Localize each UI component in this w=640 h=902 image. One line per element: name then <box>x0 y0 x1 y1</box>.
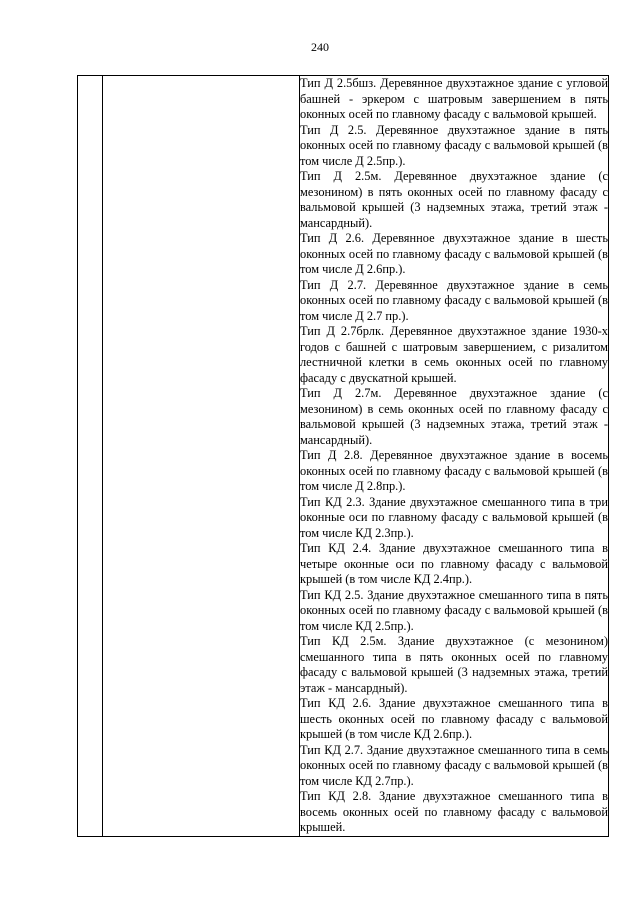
type-entry-d-2-6: Тип Д 2.6. Деревянное двухэтажное здание в шесть оконных осей по главному фасаду с вальмовой крышей (в том числе Д 2.6пр.). <box>300 231 608 276</box>
table-row <box>78 76 609 837</box>
type-entry-d-2-7m: Тип Д 2.7м. Деревянное двухэтажное здание (с мезонином) в семь оконных осей по главному фасаду с вальмовой крышей (3 надземных этажа, третий этаж - мансардный). <box>300 386 608 447</box>
table-cell-description <box>300 76 609 837</box>
document-table <box>77 75 609 837</box>
page-number: 240 <box>311 40 329 54</box>
type-entry-kd-2-8: Тип КД 2.8. Здание двухэтажное смешанного типа в восемь оконных осей по главному фасаду с вальмовой крышей. <box>300 789 608 834</box>
type-entry-kd-2-5m: Тип КД 2.5м. Здание двухэтажное (с мезонином) смешанного типа в пять оконных осей по главному фасаду с вальмовой крышей (3 надземных этажа, третий этаж - мансардный). <box>300 634 608 695</box>
type-entry-kd-2-7: Тип КД 2.7. Здание двухэтажное смешанного типа в семь оконных осей по главному фасаду с вальмовой крышей (в том числе КД 2.7пр.). <box>300 742 608 788</box>
type-entry-kd-2-3: Тип КД 2.3. Здание двухэтажное смешанного типа в три оконные оси по главному фасаду с вальмовой крышей (в том числе КД 2.3пр.). <box>300 494 608 540</box>
table-cell-number <box>78 76 103 837</box>
type-entry-kd-2-4: Тип КД 2.4. Здание двухэтажное смешанного типа в четыре оконные оси по главному фасаду с вальмовой крышей (в том числе КД 2.4пр.). <box>300 541 608 586</box>
type-entry-d-2-8: Тип Д 2.8. Деревянное двухэтажное здание в восемь оконных осей по главному фасаду с вальмовой крышей (в том числе Д 2.8пр.). <box>300 448 608 493</box>
type-entry-d-2-5: Тип Д 2.5. Деревянное двухэтажное здание в пять оконных осей по главному фасаду с вальмовой крышей (в том числе Д 2.5пр.). <box>300 122 608 168</box>
type-entry-d-2-7: Тип Д 2.7. Деревянное двухэтажное здание в семь оконных осей по главному фасаду с вальмовой крышей (в том числе Д 2.7 пр.). <box>300 277 608 323</box>
type-entry-d-2-5m: Тип Д 2.5м. Деревянное двухэтажное здание (с мезонином) в пять оконных осей по главному фасаду с вальмовой крышей (3 надземных этажа, третий этаж - мансардный). <box>300 169 608 230</box>
type-entry-d-2-5bshz: Тип Д 2.5бшз. Деревянное двухэтажное здание с угловой башней - эркером с шатровым завершением в пять оконных осей по главному фасаду с вальмовой крышей. <box>300 76 608 121</box>
type-entry-kd-2-6: Тип КД 2.6. Здание двухэтажное смешанного типа в шесть оконных осей по главному фасаду с вальмовой крышей (в том числе КД 2.6пр.). <box>300 696 608 741</box>
type-entry-d-2-7brlk: Тип Д 2.7брлк. Деревянное двухэтажное здание 1930-х годов с башней с шатровым завершением, с ризалитом лестничной клетки в семь оконных осей по главному фасаду с двускатной крышей. <box>300 324 608 385</box>
table-cell-name <box>103 76 300 837</box>
type-entry-kd-2-5: Тип КД 2.5. Здание двухэтажное смешанного типа в пять оконных осей по главному фасаду с вальмовой крышей (в том числе КД 2.5пр.). <box>300 587 608 633</box>
